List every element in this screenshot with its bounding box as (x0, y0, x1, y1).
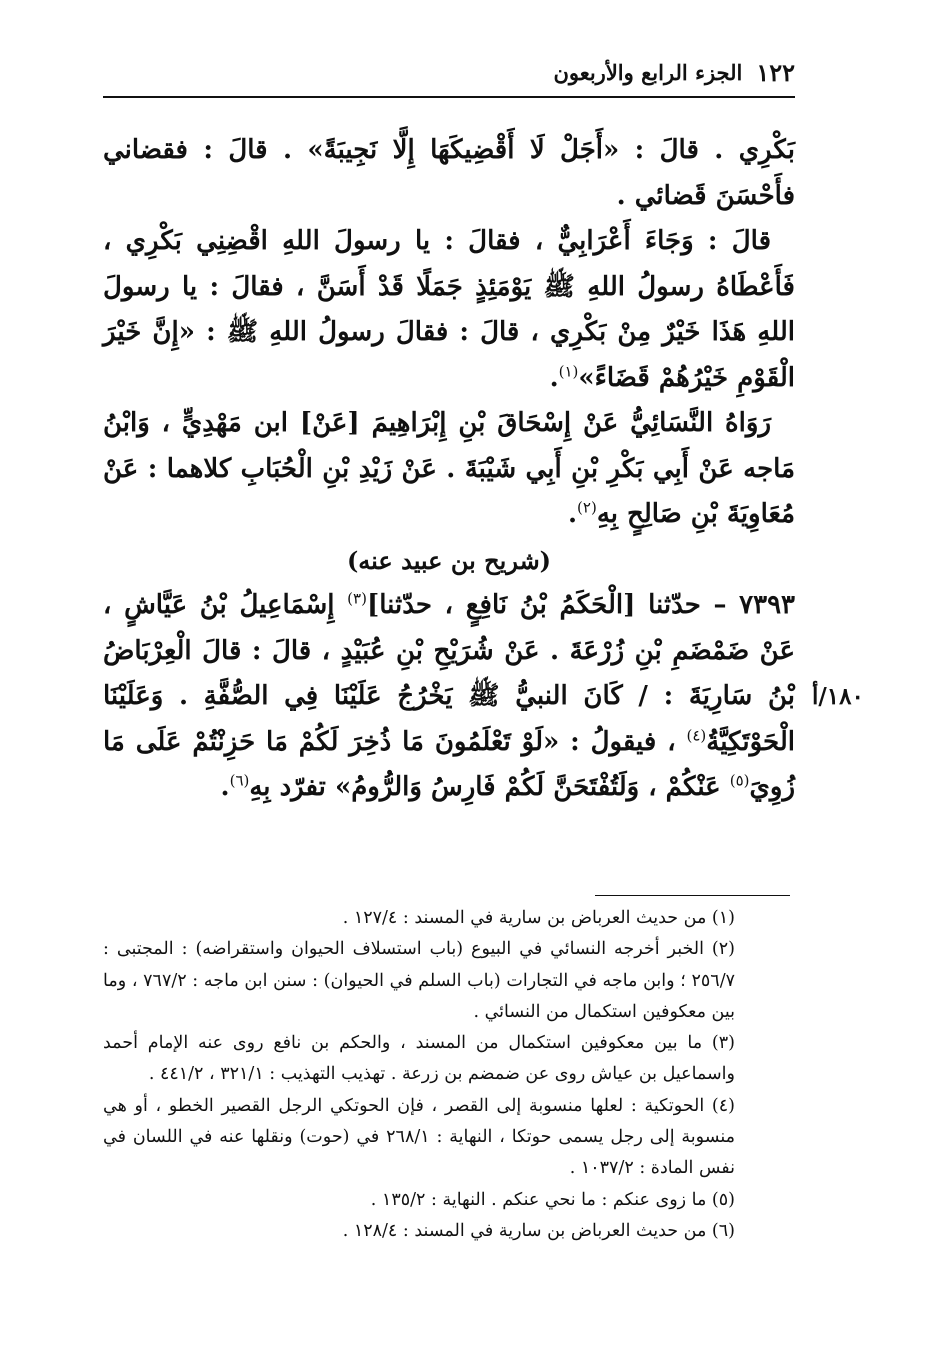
footnote-ref-5: (٥) (729, 771, 750, 790)
paragraph-2-end: . (549, 362, 559, 393)
paragraph-2 (103, 219, 795, 401)
paragraph-3 (103, 401, 795, 538)
footnote-1: (١) من حديث العرباض بن سارية في المسند : ١٢٧/٤ . (342, 908, 735, 928)
hadith-part-2: إِسْمَاعِيلُ بْنُ عَيَّاشٍ ، عَنْ ضَمْضَمِ بْنِ زُرْعَةَ . عَنْ شُرَيْحِ بْنِ عُبَيْدٍ ، قالَ : قالَ الْعِرْبَاضُ بْنُ سَارِيَةَ : / كَانَ النبيُّ ﷺ يَخْرُجُ عَلَيْنَا فِي الصُّفَّةِ . وَعَلَيْنَا الْحَوْتَكِيَّةُ (103, 590, 795, 757)
section-heading: (شريح بن عبيد عنه) (346, 545, 552, 575)
footnote-3: (٣) ما بين معكوفين استكمال من المسند ، والحكم بن نافع روى عنه الإمام أحمد واسماعيل بن عياش روى عن ضمضم بن زرعة . تهذيب التهذيب : ٣٢١/١ ، ٤٤١/٢ . (103, 1033, 735, 1085)
footnote-6: (٦) من حديث العرباض بن سارية في المسند : ١٢٨/٤ . (342, 1220, 735, 1241)
header-divider (103, 96, 795, 98)
page-header (103, 54, 795, 90)
footnote-ref-4: (٤) (686, 725, 707, 744)
footnote-ref-2: (٢) (577, 498, 597, 517)
hadith-end: . (220, 772, 230, 802)
footnote-4: (٤) الحوتكية : لعلها منسوبة إلى القصر ، فإن الحوتكي الرجل القصير الخطو ، أو هي منسوبة إلى رجل يسمى حوتكا ، النهاية : ٢٦٨/١ في (حوت) ونقلها عنه في اللسان في نفس المادة : ١٠٣٧/٢ . (103, 1095, 735, 1179)
footnote-ref-1: (١) (558, 361, 579, 380)
hadith-part-1: ٧٣٩٣ – حدّثنا [الْحَكَمُ بْنُ نَافِعٍ ، حدّثنا] (366, 590, 795, 620)
footnote-divider (595, 895, 790, 896)
hadith-part-3: ، فيقولُ : «لَوْ تَعْلَمُونَ مَا ذُخِرَ لَكُمْ مَا حَزِنْتُمْ عَلَى مَا زُوِيَ (103, 726, 795, 802)
paragraph-3-end: . (567, 499, 578, 529)
footnote-ref-3: (٣) (347, 589, 367, 608)
volume-title: الجزء الرابع والأربعون (553, 59, 743, 85)
hadith-part-4: عَنْكُمْ ، وَلَتُفْتَحَنَّ لَكُمْ فَارِسُ وَالرُّومُ» تفرّد بِهِ (249, 772, 730, 802)
footnotes (103, 903, 795, 1247)
paragraph-2-text: قالَ : وَجَاءَ أَعْرَابِيٌّ ، فقالَ : يا رسولَ اللهِ اقْضِنِي بَكْرِي ، فَأَعْطَاهُ رسولُ اللهِ ﷺ يَوْمَئِذٍ جَمَلًا قَدْ أَسَنَّ ، فقالَ : يا رسولَ اللهِ هَذَا خَيْرٌ مِنْ بَكْرِي ، قالَ : فقالَ رسولُ اللهِ ﷺ : «إِنَّ خَيْرَ الْقَوْمِ خَيْرُهُمْ قَضَاءً» (103, 226, 795, 393)
paragraph-3-text: رَوَاهُ النَّسَائِيُّ عَنْ إِسْحَاقَ بْنِ إِبْرَاهِيمَ [عَنْ] ابن مَهْدِيٍّ ، وَابْنُ مَاجه عَنْ أَبِي بَكْرِ بْنِ أَبِي شَيْبَةَ . عَنْ زَيْدِ بْنِ الْحُبَابِ كلاهما : عَنْ مُعَاوِيَةَ بْنِ صَالِحٍ بِهِ (103, 408, 795, 529)
page-number: ١٢٢ (756, 57, 795, 87)
margin-folio-note: ١٨٠/أ (812, 683, 864, 710)
main-text (103, 128, 795, 811)
footnote-5: (٥) ما زوى عنكم : ما نحي عنكم . النهاية : ١٣٥/٢ . (370, 1189, 735, 1210)
footnote-ref-6: (٦) (229, 771, 250, 790)
paragraph-1: بَكْرِي . قالَ : «أَجَلْ لَا أَقْضِيكَهَا إِلَّا نَجِيبَةً» . قالَ : فقضاني فأَحْسَنَ قَضائي . (103, 135, 795, 211)
hadith-7393 (103, 583, 795, 811)
footnote-2: (٢) الخبر أخرجه النسائي في البيوع (باب استسلاف الحيوان واستقراضه) : المجتبى : ٢٥٦/٧ ؛ وابن ماجه في التجارات (باب السلم في الحيوان) : سنن ابن ماجه : ٧٦٧/٢ ، وما بين معكوفين استكمال من النسائي . (103, 939, 735, 1022)
